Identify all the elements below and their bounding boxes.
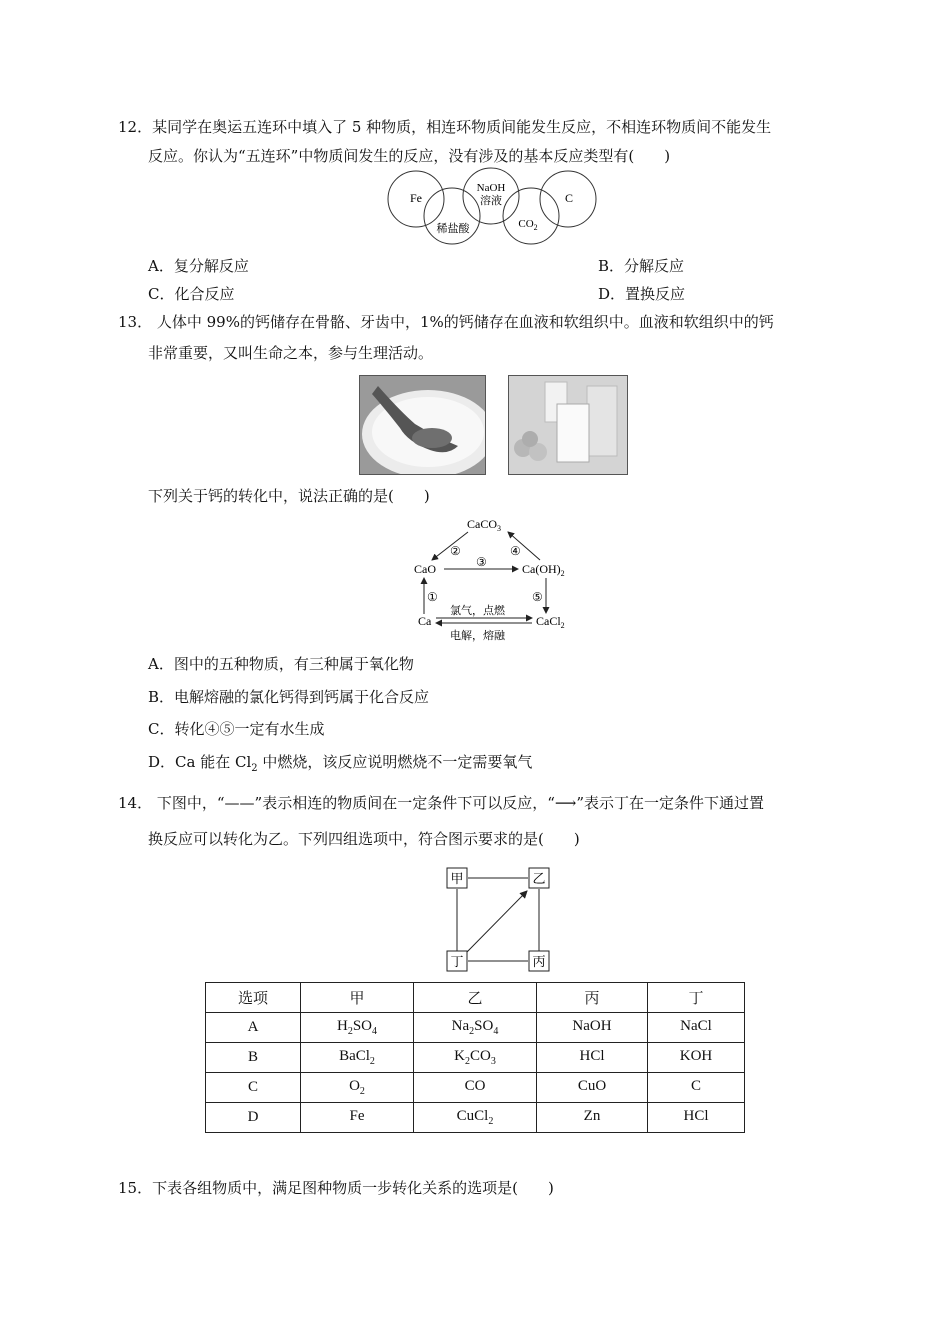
table-header: 甲 <box>301 983 414 1013</box>
label-caco3: CaCO$_3$ <box>467 517 501 533</box>
q13-option-b[interactable]: B．电解熔融的氯化钙得到钙属于化合反应 <box>148 688 430 706</box>
q14-stem-line1: 14． 下图中，“——”表示相连的物质间在一定条件下可以反应，“⟶”表示丁在一定条件下通过置 <box>118 794 765 812</box>
box-label-jia: 甲 <box>450 871 464 886</box>
table-cell-option: C <box>206 1073 301 1103</box>
soup-bowl-photo <box>359 375 486 475</box>
table-cell-ding: HCl <box>648 1103 745 1133</box>
label-n2: ② <box>450 544 461 558</box>
q14-options-table <box>205 982 745 1133</box>
table-header-row <box>206 983 745 1013</box>
label-cacl2: CaCl$_2$ <box>536 614 565 630</box>
q14-stem-line2: 换反应可以转化为乙。下列四组选项中，符合图示要求的是( ) <box>148 830 580 848</box>
label-n1: ① <box>427 590 438 604</box>
table-cell-bing: CuO <box>537 1073 648 1103</box>
table-row <box>206 1013 745 1043</box>
table-header: 丁 <box>648 983 745 1013</box>
table-row <box>206 1043 745 1073</box>
ring-label-solution: 溶液 <box>480 195 502 207</box>
table-cell-ding: NaCl <box>648 1013 745 1043</box>
table-cell-bing: NaOH <box>537 1013 648 1043</box>
q12-option-c[interactable]: C．化合反应 <box>148 285 235 303</box>
table-cell-ding: C <box>648 1073 745 1103</box>
table-cell-jia: BaCl$_2$ <box>301 1043 414 1073</box>
table-cell-option: A <box>206 1013 301 1043</box>
milk-eggs-photo <box>508 375 628 475</box>
box-label-yi: 乙 <box>532 871 546 886</box>
table-header: 丙 <box>537 983 648 1013</box>
label-n4: ④ <box>510 544 521 558</box>
q12-option-b[interactable]: B．分解反应 <box>598 257 685 275</box>
calcium-transformation-diagram <box>410 512 580 644</box>
q13-option-a[interactable]: A．图中的五种物质，有三种属于氧化物 <box>148 655 414 673</box>
table-cell-jia: Fe <box>301 1103 414 1133</box>
label-caoh2: $Ca(OH)_2$ <box>522 562 565 578</box>
box-label-bing: 丙 <box>532 954 546 969</box>
q12-option-d[interactable]: D．置换反应 <box>598 285 686 303</box>
label-n5: ⑤ <box>532 590 543 604</box>
ring-label-c: C <box>564 191 574 205</box>
ring-co2 <box>503 188 559 244</box>
table-row <box>206 1073 745 1103</box>
q12-stem-line2: 反应。你认为“五连环”中物质间发生的反应，没有涉及的基本反应类型有( ) <box>148 147 671 165</box>
table-cell-yi: $Na_2SO_4$ <box>414 1013 537 1043</box>
table-cell-yi: $K_2CO_3$ <box>414 1043 537 1073</box>
q13-stem-line2: 非常重要，又叫生命之本，参与生理活动。 <box>148 344 434 362</box>
q13-stem-line1: 13． 人体中 99%的钙储存在骨骼、牙齿中，1%的钙储存在血液和软组织中。血液和软组织中的钙 <box>118 313 774 331</box>
label-n3: ③ <box>476 555 487 569</box>
arrow-ding-to-yi <box>467 891 527 952</box>
label-cao: CaO <box>414 562 436 576</box>
table-cell-yi: CuCl$_2$ <box>414 1103 537 1133</box>
q12-stem-line1: 12．某同学在奥运五连环中填入了 5 种物质，相连环物质间能发生反应，不相连环物质间不能发生 <box>118 118 772 136</box>
substance-relation-diagram <box>440 863 555 975</box>
q13-option-d[interactable]: D．Ca 能在 $Cl_2$ 中燃烧，该反应说明燃烧不一定需要氧气 <box>148 753 533 774</box>
table-cell-jia: $H_2SO_4$ <box>301 1013 414 1043</box>
table-row <box>206 1103 745 1133</box>
table-cell-option: D <box>206 1103 301 1133</box>
q12-option-a[interactable]: A．复分解反应 <box>148 257 249 275</box>
q15-stem: 15．下表各组物质中，满足图种物质一步转化关系的选项是( ) <box>118 1179 554 1197</box>
q13-question: 下列关于钙的转化中，说法正确的是( ) <box>148 487 430 505</box>
five-rings-diagram <box>380 166 605 252</box>
box-label-ding: 丁 <box>450 954 464 969</box>
ring-label-fe: Fe <box>410 191 422 205</box>
table-cell-yi: CO <box>414 1073 537 1103</box>
label-chlorine-ignite: 氯气，点燃 <box>450 605 505 617</box>
label-ca: Ca <box>418 614 432 628</box>
q13-option-c[interactable]: C．转化④⑤一定有水生成 <box>148 720 325 738</box>
table-header: 乙 <box>414 983 537 1013</box>
ring-label-naoh: NaOH <box>476 182 506 194</box>
ring-label-co2: $CO_2$ <box>518 218 538 232</box>
table-cell-ding: KOH <box>648 1043 745 1073</box>
label-electrolysis-molten: 电解，熔融 <box>450 630 505 642</box>
table-cell-bing: HCl <box>537 1043 648 1073</box>
table-header: 选项 <box>206 983 301 1013</box>
table-cell-option: B <box>206 1043 301 1073</box>
ring-label-hcl: 稀盐酸 <box>436 223 470 235</box>
table-cell-bing: Zn <box>537 1103 648 1133</box>
table-cell-jia: $O_2$ <box>301 1073 414 1103</box>
